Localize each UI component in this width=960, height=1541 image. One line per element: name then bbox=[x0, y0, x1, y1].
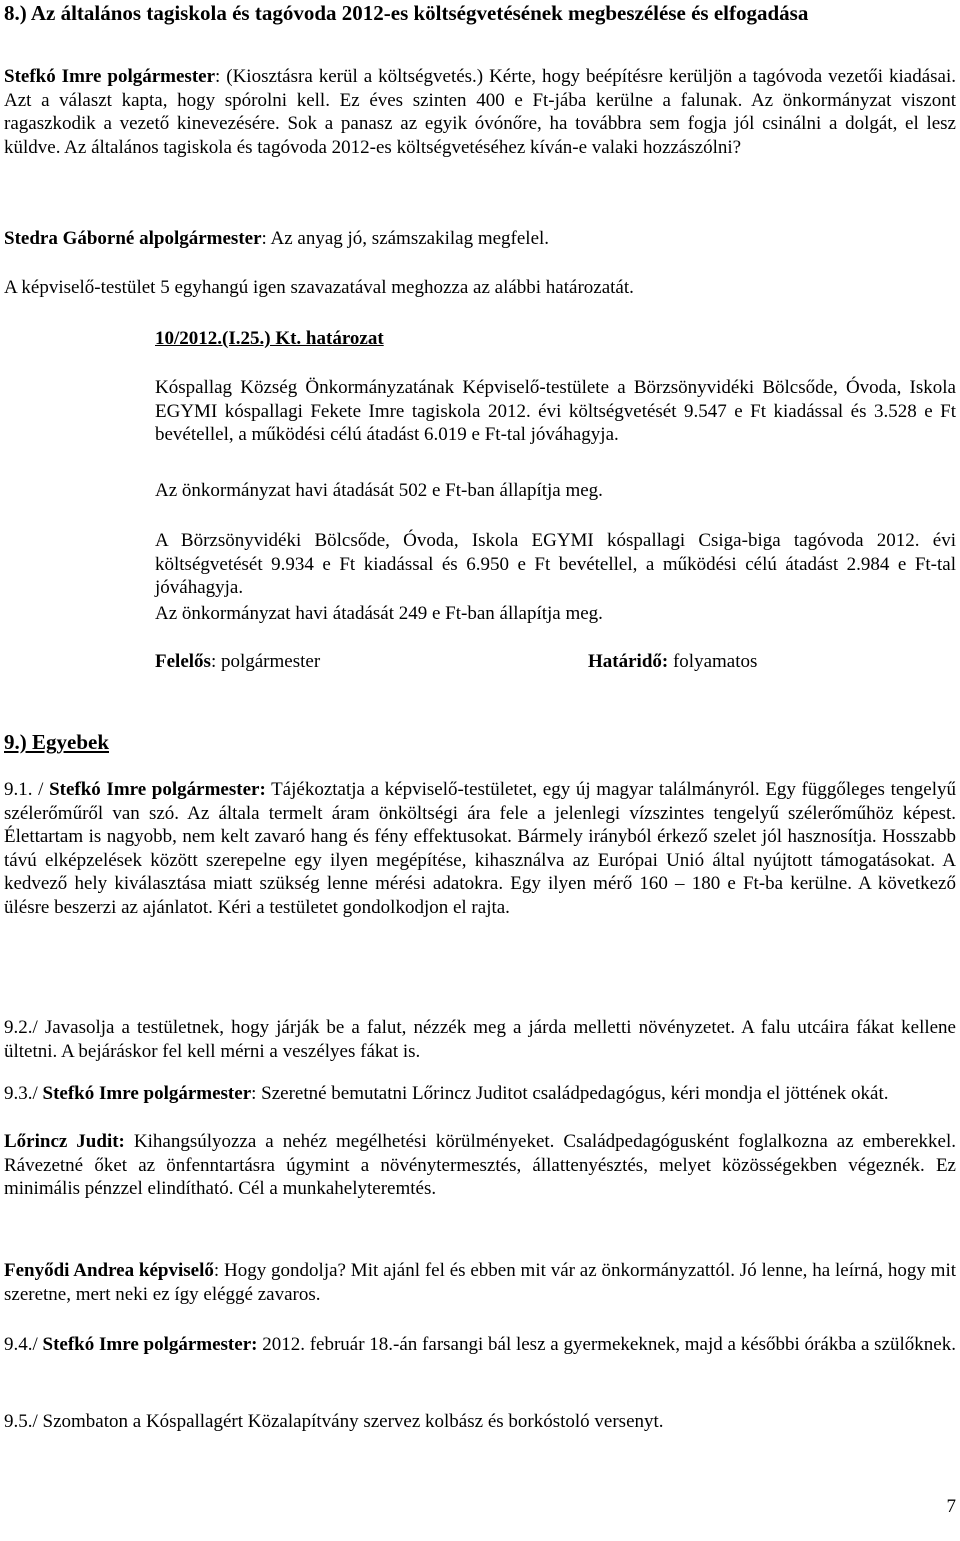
item-9-2: 9.2./ Javasolja a testületnek, hogy járják be a falut, nézzék meg a járda melletti növényzetet. A falu utcáira fákat kellene ültetni. A bejáráskor fel kell mérni a veszélyes fákat is. bbox=[4, 1017, 956, 1062]
item-9-4 bbox=[4, 1333, 956, 1357]
item-prefix: 9.4./ bbox=[4, 1334, 43, 1355]
deadline-value: folyamatos bbox=[668, 651, 758, 672]
speaker-name: Stefkó Imre polgármester: bbox=[42, 1334, 258, 1355]
responsible bbox=[155, 651, 320, 673]
item-text: 2012. február 18.-án farsangi bál lesz a gyermekeknek, majd a későbbi órákba a szülőknek. bbox=[257, 1334, 956, 1355]
item-9-3-question bbox=[4, 1259, 956, 1306]
paragraph-vote: A képviselő-testület 5 egyhangú igen szavazatával meghozza az alábbi határozatát. bbox=[4, 277, 634, 298]
paragraph-deputy-statement bbox=[4, 227, 956, 251]
speaker-name: Stefkó Imre polgármester bbox=[42, 1083, 252, 1104]
speaker-name: Stefkó Imre polgármester bbox=[4, 66, 216, 87]
item-text: Kihangsúlyozza a nehéz megélhetési körülményeket. Családpedagógusként foglalkozna az emberekkel. Rávezetné őket az önfenntartásra úgymint a növénytermesztés, állattenyésztés, melyet közösségekben végeznék. Ez minimális pénzzel elindítható. Cél a munkahelyteremtés. bbox=[4, 1131, 957, 1200]
item-9-1 bbox=[4, 778, 956, 920]
paragraph-mayor-statement bbox=[4, 65, 956, 159]
item-prefix: 9.3./ bbox=[4, 1083, 43, 1104]
section-9-heading: 9.) Egyebek bbox=[4, 730, 109, 754]
responsible-value: : polgármester bbox=[210, 651, 321, 672]
resolution-number: 10/2012.(I.25.) Kt. határozat bbox=[155, 328, 384, 349]
item-text: Tájékoztatja a képviselő-testületet, egy új magyar találmányról. Egy függőleges tengelyű szélerőműről van szó. Az általa termelt áram önköltségi ára fele a jelenlegi vízszintes tengelyű szélerőműhöz képest. Élettartam is nagyobb, nem kelt zavaró hang és fény effektusokat. Bármely irányból érkező szelet jól hasznosítja. Hosszabb távú elképzelések között szerepelne egy ilyen megépítése, kihasználva az Európai Unió által nyújtott támogatásokat. A kedvező hely kiválasztása miatt szükség lenne mérési adatokra. Egy ilyen mérő 160 – 180 e Ft-ba kerülne. A következő ülésre beszerzi az ajánlatot. Kéri a testületet gondolkodjon el rajta. bbox=[4, 779, 956, 918]
speaker-name: Lőrincz Judit: bbox=[4, 1131, 125, 1152]
resolution-paragraph-1b: Az önkormányzat havi átadását 502 e Ft-ban állapítja meg. bbox=[155, 480, 603, 501]
section-8-heading: 8.) Az általános tagiskola és tagóvoda 2012-es költségvetésének megbeszélése és elfogadása bbox=[4, 1, 809, 25]
page-number: 7 bbox=[946, 1496, 956, 1517]
item-text: : Szeretné bemutatni Lőrincz Juditot családpedagógus, kéri mondja el jöttének okát. bbox=[251, 1083, 889, 1104]
resolution-paragraph-1: Kóspallag Község Önkormányzatának Képviselő-testülete a Börzsönyvidéki Bölcsőde, Óvoda, Iskola EGYMI kóspallagi Fekete Imre tagiskola 2012. évi költségvetését 9.547 e Ft kiadással és 3.528 e Ft bevétellel, a működési célú átadást 6.019 e Ft-tal jóváhagyja. bbox=[155, 377, 956, 446]
item-9-5: 9.5./ Szombaton a Kóspallagért Közalapítvány szervez kolbász és borkóstoló versenyt. bbox=[4, 1411, 664, 1432]
resolution-paragraph-2: A Börzsönyvidéki Bölcsőde, Óvoda, Iskola EGYMI kóspallagi Csiga-biga tagóvoda 2012. évi költségvetését 9.934 e Ft kiadással és 6.950 e Ft bevétellel, a működési célú átadást 2.984 e Ft-tal jóváhagyja. bbox=[155, 530, 956, 599]
responsible-label: Felelős bbox=[155, 651, 211, 672]
item-9-3 bbox=[4, 1082, 956, 1106]
responsibility-row bbox=[155, 651, 955, 681]
speaker-name: Stefkó Imre polgármester: bbox=[49, 779, 266, 800]
item-9-3-response bbox=[4, 1130, 956, 1201]
statement-text: : (Kiosztásra kerül a költségvetés.) Kérte, hogy beépítésre kerüljön a tagóvoda vezetői kiadásai. Azt a választ kapta, hogy spórolni kell. Ez éves szinten 400 e Ft-jába kerülne a falunak. Az önkormányzat viszont ragaszkodik a vezető kinevezésére. Sok a panasz az egyik óvónőre, ha továbbra sem fogja jól csinálni a dolgát, el lesz küldve. Az általános tagiskola és tagóvoda 2012-es költségvetéséhez kíván-e valaki hozzászólni? bbox=[4, 66, 957, 158]
deadline bbox=[588, 651, 757, 673]
deadline-label: Határidő: bbox=[588, 651, 669, 672]
item-prefix: 9.1. / bbox=[4, 779, 50, 800]
resolution-paragraph-2b: Az önkormányzat havi átadását 249 e Ft-ban állapítja meg. bbox=[155, 603, 603, 624]
item-text: : Hogy gondolja? Mit ajánl fel és ebben mit vár az önkormányzattól. Jó lenne, ha leírná, hogy mit szeretne, mert neki ez így eléggé zavaros. bbox=[4, 1260, 957, 1305]
speaker-name: Fenyődi Andrea képviselő bbox=[4, 1260, 214, 1281]
statement-text: : Az anyag jó, számszakilag megfelel. bbox=[261, 228, 550, 249]
speaker-name: Stedra Gáborné alpolgármester bbox=[4, 228, 262, 249]
